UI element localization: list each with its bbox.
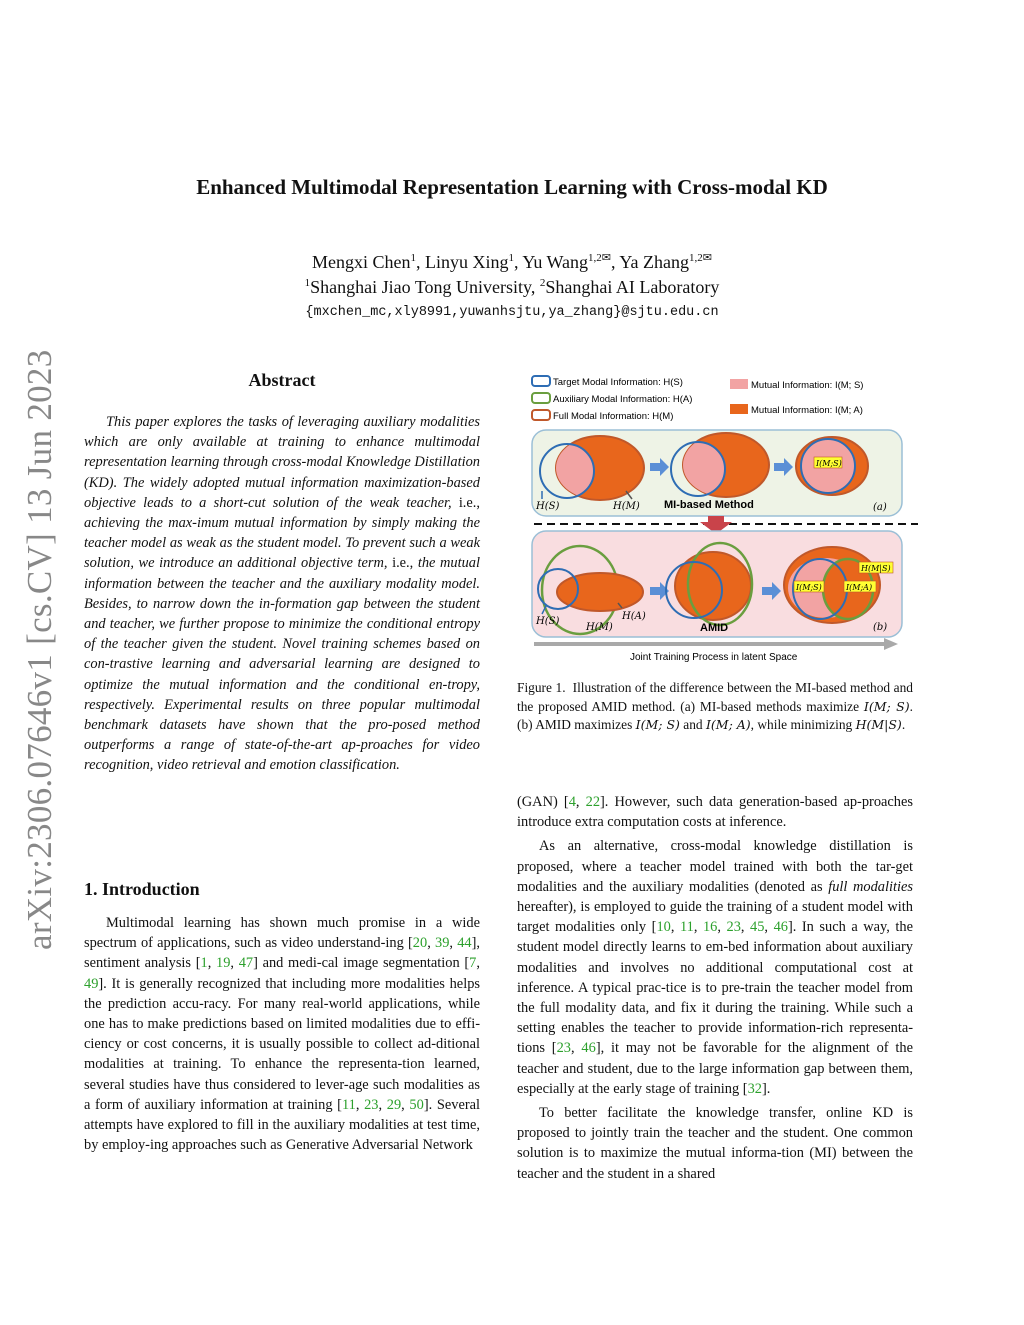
legend-full-swatch <box>532 410 550 420</box>
citation-link[interactable]: 32 <box>747 1080 762 1097</box>
body-text: (GAN) [ <box>517 794 569 810</box>
citation-link[interactable]: 11 <box>341 1096 356 1113</box>
legend-target: Target Modal Information: H(S) <box>553 377 683 388</box>
citation-group[interactable]: 7, 49 <box>84 955 480 992</box>
abstract-text: i.e., <box>458 494 480 511</box>
citation-group[interactable]: 10, 11, 16, 23, 45, 46 <box>656 919 788 936</box>
caption-math: H(M|S) <box>855 717 902 732</box>
panel-b-tag: (b) <box>873 622 888 633</box>
author-name: Linyu Xing <box>424 252 509 272</box>
caption-text: , while minimizing <box>750 717 853 732</box>
citation-group[interactable]: 20, 39, 44 <box>412 935 472 952</box>
caption-math: I(M; S) <box>863 698 910 714</box>
author-sup: 1,2✉ <box>588 252 612 264</box>
intro-body <box>84 913 480 1155</box>
panel-a <box>532 430 902 516</box>
body-emphasis: full modalities <box>828 878 913 895</box>
panel-a-hm-label: H(M) <box>613 501 640 512</box>
panel-b-hms-label: H(M|S) <box>861 564 891 573</box>
panel-b-ims-label: I(M;S) <box>796 583 822 592</box>
panel-b-hm-label: H(M) <box>586 622 613 633</box>
paper-title: Enhanced Multimodal Representation Learning with Cross-modal KD <box>196 175 828 199</box>
body-text: ]. However, such data generation-based ap-proaches introduce extra computation costs at inference. <box>517 794 913 831</box>
caption-text: . <box>901 717 906 732</box>
body-text: ]. <box>761 1080 771 1097</box>
citation-link[interactable]: 23 <box>364 1096 379 1113</box>
body-text: As an alternative, cross-modal knowledge distillation is proposed, where a teacher model trained with both the tar-get modalities and the auxiliary modalities (denoted as <box>517 838 913 895</box>
author-name: Yu Wang <box>522 252 589 272</box>
citation-link[interactable]: 50 <box>409 1096 424 1113</box>
author-name: Mengxi Chen <box>311 252 411 272</box>
caption-label: Figure 1. <box>517 680 566 695</box>
citation-link[interactable]: 46 <box>581 1040 596 1057</box>
citation-link[interactable]: 20 <box>412 935 428 952</box>
citation-group[interactable]: 1, 19, 47 <box>200 955 254 972</box>
caption-text: Illustration of the difference between the MI-based method and the proposed AMID method. (a) MI-based methods maximize <box>517 680 913 714</box>
abstract-text: This paper explores the tasks of leveraging auxiliary modalities which are only available at training to enhance multimodal representation learning through cross-modal Knowledge Distillation (KD). The widely adopted mutual information maximization-based objective leads to a short-cut solution of the weak teacher, <box>84 414 480 511</box>
caption-text: and <box>683 717 703 732</box>
legend-aux-swatch <box>532 393 550 403</box>
intro-heading: 1. Introduction <box>84 879 200 899</box>
author-sup: 1 <box>508 252 514 264</box>
body-text: ] and medi-cal image segmentation [ <box>253 955 470 972</box>
abstract-text: i.e., <box>392 555 414 572</box>
citation-link[interactable]: 10 <box>656 919 671 936</box>
panel-b-ima-label: I(M;A) <box>846 583 873 592</box>
caption-math: I(M; S) <box>635 717 680 732</box>
body-text: ]. It is generally recognized that including more modalities helps the prediction accu-racy. For many real-world applications, while one has to make predictions based on limited modalities due to effi-ciency or cost concerns, it is usually possible to collect ad-ditional modalities at training. To enhance the representa-tion learned, several studies have thus considered to lever-age such modalities as a form of auxiliary information at training [ <box>84 975 480 1113</box>
body-text: ]. Several attempts have explored to fill in the auxiliary modalities at test time, by employ-ing approaches such as Generative Adversarial Network <box>84 1096 481 1154</box>
body-text: ], it may not be favorable for the alignment of the teacher and student, due to the large information gap between them, especially at the early stage of training [ <box>517 1040 913 1097</box>
caption-math: I(M; A) <box>705 717 751 732</box>
citation-link[interactable]: 16 <box>702 919 718 936</box>
right-column-body <box>517 792 913 1188</box>
author-name: Ya Zhang <box>619 252 690 272</box>
abstract-text: achieving the max-imum mutual information by simply making the teacher model as weak as the student model. To prevent such a weak solution, we introduce an additional objective term, <box>84 515 480 572</box>
figure-caption <box>517 679 913 735</box>
body-text: hereafter), is employed to guide the training of a student model with target modalities only [ <box>517 899 913 936</box>
affiliation: Shanghai AI Laboratory <box>545 277 720 297</box>
citation-link[interactable]: 23 <box>556 1040 571 1057</box>
citation-link[interactable]: 39 <box>435 935 450 952</box>
citation-link[interactable]: 46 <box>773 919 788 936</box>
citation-link[interactable]: 4 <box>568 794 576 810</box>
citation-link[interactable]: 47 <box>238 955 254 972</box>
body-text: Multimodal learning has shown much promise in a wide spectrum of applications, such as video understand-ing [ <box>84 915 480 952</box>
citation-group[interactable]: 4, 22 <box>568 794 601 810</box>
citation-link[interactable]: 11 <box>679 919 694 936</box>
citation-link[interactable]: 1 <box>200 955 208 972</box>
citation-link[interactable]: 29 <box>386 1096 402 1113</box>
citation-link[interactable]: 7 <box>469 955 477 972</box>
panel-a-tag: (a) <box>873 502 887 513</box>
author-sup: 1,2✉ <box>689 252 712 264</box>
training-arrow <box>534 638 898 650</box>
body-text: ], sentiment analysis [ <box>84 935 480 972</box>
figure-legend <box>532 376 863 422</box>
body-text: ]. In such a way, the student model directly learns to em-bed information about auxiliary modalities and involves no additional computational cost at inference. A typical prac-tice is to pre-train the teacher model from the full modality data, and fix it during the training. While such a setting enables the teacher to provide information-rich representa-tions [ <box>517 919 913 1057</box>
citation-group[interactable] <box>748 1081 762 1097</box>
abstract-body <box>84 412 480 776</box>
citation-link[interactable]: 22 <box>585 794 601 810</box>
figure-1 <box>530 368 920 663</box>
panel-b-ha-label: H(A) <box>622 611 646 622</box>
citation-link[interactable]: 49 <box>84 975 99 992</box>
citation-group[interactable]: 23, 46 <box>556 1040 596 1057</box>
citation-link[interactable]: 19 <box>216 955 231 972</box>
panel-b-label: AMID <box>700 622 729 634</box>
citation-link[interactable]: 45 <box>750 919 765 936</box>
citation-group[interactable]: 11, 23, 29, 50 <box>341 1096 424 1113</box>
legend-full: Full Modal Information: H(M) <box>553 411 674 422</box>
arxiv-id: arXiv:2306.07646v1 [cs.CV] 13 Jun 2023 <box>20 349 59 950</box>
citation-link[interactable]: 23 <box>726 919 741 936</box>
legend-mima-swatch <box>730 404 748 414</box>
author-emails: {mxchen_mc,xly8991,yuwanhsjtu,ya_zhang}@sjtu.edu.cn <box>305 305 719 320</box>
caption-text: . (b) AMID maximizes <box>517 698 913 732</box>
training-arrow-label: Joint Training Process in latent Space <box>630 652 798 663</box>
legend-mims-swatch <box>730 379 748 389</box>
panel-a-ims-label: I(M;S) <box>816 459 842 468</box>
affil-sup: 1 <box>304 277 311 289</box>
legend-mims: Mutual Information: I(M; S) <box>751 380 864 391</box>
legend-mima: Mutual Information: I(M; A) <box>751 405 863 416</box>
author-list: Mengxi Chen$^1$, Linyu Xing$^1$, Yu Wang$^{1,2✉}$, Ya Zhang$^{1,2✉}$ <box>311 252 712 272</box>
affiliation: Shanghai Jiao Tong University, <box>310 277 536 297</box>
panel-b-hs-label: H(S) <box>536 616 560 627</box>
citation-link[interactable]: 44 <box>457 935 472 952</box>
legend-target-swatch <box>532 376 550 386</box>
panel-a-hs-label: H(S) <box>536 501 560 512</box>
abstract-text: the mutual information between the teacher and the auxiliary modality model. Besides, to narrow down the in-formation gap between the student and teacher, we further propose to minimize the conditional entropy of the teacher given the student. Novel training schemes based on con-trastive learning and adversarial learning are designed to optimize the mutual information and the conditional en-tropy, respectively. Experimental results on three popular multimodal benchmark datasets have shown that the pro-posed method outperforms a range of state-of-the-art ap-proaches for video recognition, video retrieval and emotion classification. <box>84 555 480 774</box>
legend-aux: Auxiliary Modal Information: H(A) <box>553 394 693 405</box>
affil-sup: 2 <box>539 277 546 289</box>
body-text: To better facilitate the knowledge transfer, online KD is proposed to jointly train the teacher and the student. One common solution is to maximize the mutual informa-tion (MI) between the teacher and the student in a shared <box>517 1105 913 1182</box>
affiliations <box>0 277 1024 298</box>
panel-a-label: MI-based Method <box>664 499 754 511</box>
abstract-heading: Abstract <box>248 370 316 390</box>
author-sup: 1 <box>410 252 416 264</box>
panel-b <box>532 531 902 637</box>
arxiv-stamp <box>10 349 70 950</box>
